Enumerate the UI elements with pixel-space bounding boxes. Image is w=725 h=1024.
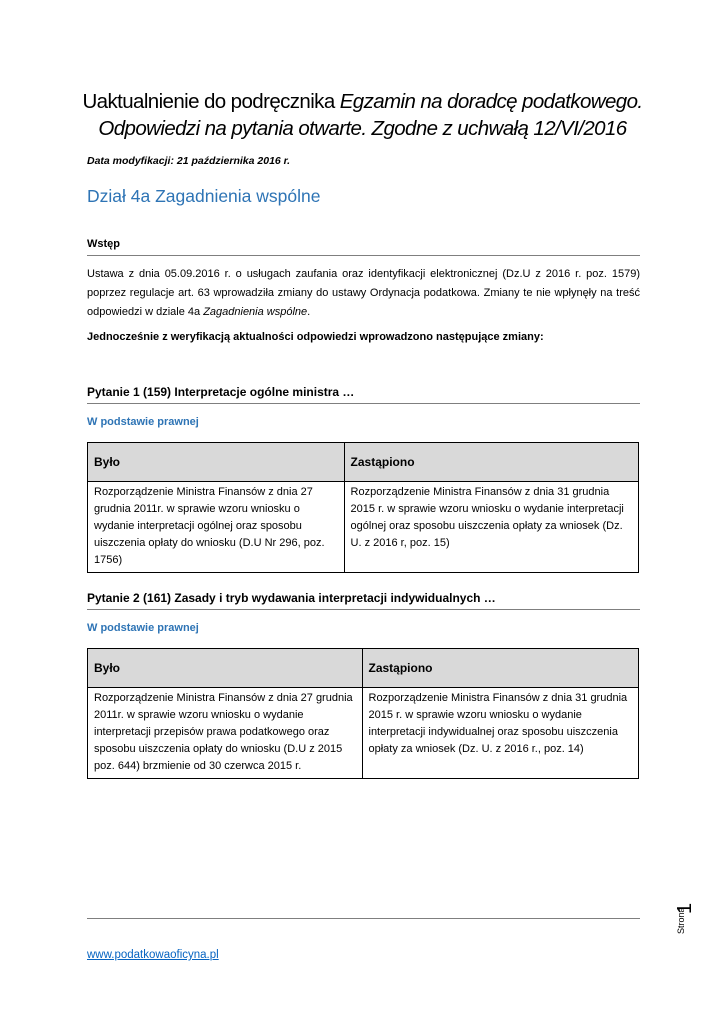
cell-replaced: Rozporządzenie Ministra Finansów z dnia 31 grudnia 2015 r. w sprawie wzoru wniosku o wydanie interpretacji ogólnej oraz sposobu uiszczenia opłaty za wniosek (Dz. U. z 2016 r, poz. 15) — [344, 482, 638, 573]
footer-website-link[interactable]: www.podatkowaoficyna.pl — [87, 949, 219, 961]
page-number: 1 — [674, 902, 696, 914]
intro-paragraph: Ustawa z dnia 05.09.2016 r. o usługach zaufania oraz identyfikacji elektronicznej (Dz.U z 2016 r. poz. 1579) poprzez regulacje art. 63 wprowadziła zmiany do ustawy Ordynacja podatkowa. Zmiany te nie wpłynęły na treść odpowiedzi w dziale 4a Zagadnienia wspólne. — [87, 268, 640, 318]
intro-heading: Wstęp — [87, 238, 640, 256]
page-label: Strona — [676, 907, 686, 934]
question-1-basis-label: W podstawie prawnej — [87, 416, 199, 428]
column-header-replaced: Zastąpiono — [362, 649, 639, 688]
table-header-row — [88, 443, 639, 482]
table-header-row — [88, 649, 639, 688]
question-2-title: Pytanie 2 (161) Zasady i tryb wydawania interpretacji indywidualnych … — [87, 591, 640, 610]
cell-replaced: Rozporządzenie Ministra Finansów z dnia 31 grudnia 2015 r. w sprawie wzoru wniosku o wydanie interpretacji indywidualnej oraz sposobu uiszczenia opłaty za wniosek (Dz. U. z 2016 r., poz. 14) — [362, 688, 639, 779]
cell-was: Rozporządzenie Ministra Finansów z dnia 27 grudnia 2011r. w sprawie wzoru wniosku o wydanie interpretacji przepisów prawa podatkowego oraz sposobu uiszczenia opłaty do wniosku (D.U z 2015 poz. 644) brzmienie od 30 czerwca 2015 r. — [88, 688, 363, 779]
question-1-title: Pytanie 1 (159) Interpretacje ogólne ministra … — [87, 385, 640, 404]
column-header-was: Było — [88, 649, 363, 688]
changes-heading: Jednocześnie z weryfikacją aktualności odpowiedzi wprowadzono następujące zmiany: — [87, 331, 544, 343]
title-line-1: Uaktualnienie do podręcznika Egzamin na doradcę podatkowego. — [82, 90, 643, 113]
question-2-table — [87, 648, 639, 779]
question-2-basis-label: W podstawie prawnej — [87, 622, 199, 634]
table-row — [88, 482, 639, 573]
document-title — [40, 88, 685, 142]
table-row — [88, 688, 639, 779]
section-title: Dział 4a Zagadnienia wspólne — [87, 186, 321, 206]
column-header-was: Było — [88, 443, 345, 482]
question-1-table — [87, 442, 639, 573]
column-header-replaced: Zastąpiono — [344, 443, 638, 482]
title-line-2: Odpowiedzi na pytania otwarte. Zgodne z uchwałą 12/VI/2016 — [98, 117, 627, 140]
page-number-block — [676, 878, 696, 938]
cell-was: Rozporządzenie Ministra Finansów z dnia 27 grudnia 2011r. w sprawie wzoru wniosku o wydanie interpretacji ogólnej oraz sposobu uiszczenia opłaty do wniosku (D.U Nr 296, poz. 1756) — [88, 482, 345, 573]
modification-date: Data modyfikacji: 21 października 2016 r. — [87, 155, 291, 167]
footer-divider — [87, 918, 640, 919]
